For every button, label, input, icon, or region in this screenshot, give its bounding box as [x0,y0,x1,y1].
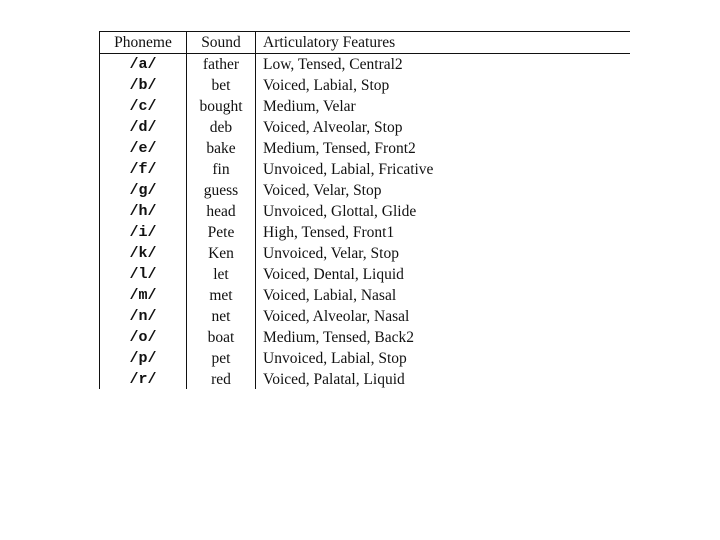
sound-cell: net [187,306,256,327]
features-cell: Unvoiced, Labial, Stop [256,348,631,369]
table-row [100,75,631,96]
phoneme-cell: /r/ [100,369,187,389]
sound-cell: let [187,264,256,285]
features-cell: Unvoiced, Glottal, Glide [256,201,631,222]
sound-cell: father [187,54,256,76]
sound-cell: guess [187,180,256,201]
phoneme-table-container [99,31,630,389]
table-row [100,327,631,348]
phoneme-cell: /o/ [100,327,187,348]
sound-cell: Ken [187,243,256,264]
phoneme-cell: /k/ [100,243,187,264]
features-cell: Voiced, Velar, Stop [256,180,631,201]
features-cell: Voiced, Palatal, Liquid [256,369,631,389]
features-cell: Medium, Velar [256,96,631,117]
table-row [100,348,631,369]
table-row [100,96,631,117]
phoneme-cell: /g/ [100,180,187,201]
phoneme-cell: /a/ [100,54,187,76]
phoneme-cell: /i/ [100,222,187,243]
phoneme-cell: /l/ [100,264,187,285]
table-row [100,138,631,159]
features-cell: Voiced, Alveolar, Stop [256,117,631,138]
features-cell: Voiced, Dental, Liquid [256,264,631,285]
features-cell: Medium, Tensed, Back2 [256,327,631,348]
sound-cell: bet [187,75,256,96]
sound-cell: pet [187,348,256,369]
features-cell: Voiced, Labial, Nasal [256,285,631,306]
phoneme-cell: /b/ [100,75,187,96]
features-cell: Unvoiced, Labial, Fricative [256,159,631,180]
phoneme-cell: /p/ [100,348,187,369]
features-cell: Voiced, Alveolar, Nasal [256,306,631,327]
features-cell: Medium, Tensed, Front2 [256,138,631,159]
header-articulatory-features: Articulatory Features [256,32,631,54]
phoneme-cell: /m/ [100,285,187,306]
phoneme-cell: /f/ [100,159,187,180]
phoneme-cell: /h/ [100,201,187,222]
table-row [100,369,631,389]
sound-cell: head [187,201,256,222]
table-row [100,243,631,264]
sound-cell: Pete [187,222,256,243]
sound-cell: red [187,369,256,389]
table-row [100,306,631,327]
phoneme-cell: /d/ [100,117,187,138]
features-cell: Low, Tensed, Central2 [256,54,631,76]
table-row [100,285,631,306]
sound-cell: boat [187,327,256,348]
header-phoneme: Phoneme [100,32,187,54]
phoneme-cell: /c/ [100,96,187,117]
features-cell: High, Tensed, Front1 [256,222,631,243]
phoneme-cell: /n/ [100,306,187,327]
table-row [100,54,631,76]
sound-cell: deb [187,117,256,138]
sound-cell: bought [187,96,256,117]
sound-cell: met [187,285,256,306]
table-row [100,117,631,138]
table-row [100,201,631,222]
features-cell: Unvoiced, Velar, Stop [256,243,631,264]
table-row [100,180,631,201]
phoneme-table [99,31,630,389]
table-header-row [100,32,631,54]
table-row [100,159,631,180]
table-row [100,222,631,243]
features-cell: Voiced, Labial, Stop [256,75,631,96]
table-row [100,264,631,285]
phoneme-cell: /e/ [100,138,187,159]
header-sound: Sound [187,32,256,54]
sound-cell: fin [187,159,256,180]
table-body [100,54,631,390]
sound-cell: bake [187,138,256,159]
